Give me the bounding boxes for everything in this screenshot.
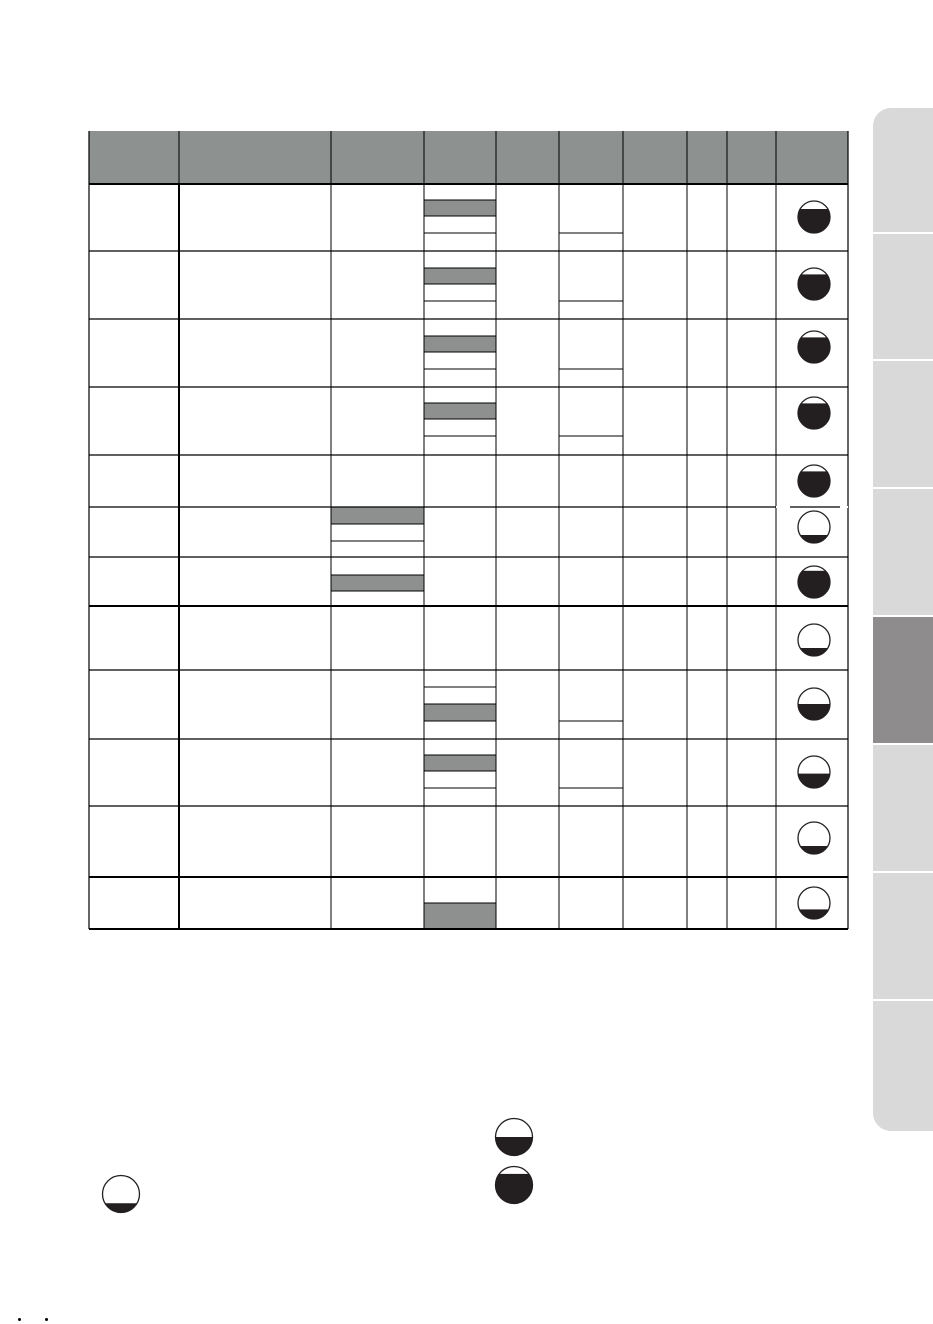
legend-quarter-circle-icon <box>101 1174 141 1214</box>
side-tab-4[interactable] <box>873 489 933 617</box>
bottom-filled-circle-icon <box>103 1176 140 1213</box>
shaded-cell <box>424 704 496 721</box>
shaded-cell <box>424 755 496 771</box>
bottom-filled-circle-icon <box>798 887 830 919</box>
side-tab-7[interactable] <box>873 873 933 1001</box>
side-tab-6[interactable] <box>873 745 933 873</box>
legend-full-circle-icon <box>494 1165 534 1205</box>
mostly-filled-circle-icon <box>798 397 830 429</box>
shaded-cell <box>424 200 496 216</box>
mostly-filled-circle-icon <box>798 566 830 598</box>
mostly-filled-circle-icon <box>798 465 830 497</box>
bottom-filled-circle-icon <box>798 822 830 854</box>
half-filled-circle-icon <box>496 1119 533 1156</box>
bottom-filled-circle-icon <box>798 511 830 543</box>
page-mark-right <box>45 1318 48 1321</box>
bottom-filled-circle-icon <box>798 624 830 656</box>
shaded-cell <box>424 336 496 352</box>
side-tab-2[interactable] <box>873 234 933 361</box>
shaded-cell <box>424 268 496 284</box>
mostly-filled-circle-icon <box>798 268 830 300</box>
legend-half-circle-icon <box>494 1117 534 1157</box>
mostly-filled-circle-icon <box>798 201 830 233</box>
mostly-filled-circle-icon <box>798 331 830 363</box>
side-tab-3[interactable] <box>873 361 933 489</box>
half-filled-circle-icon <box>798 756 830 788</box>
page-mark-left <box>18 1318 21 1321</box>
side-tab-5[interactable] <box>873 617 933 745</box>
side-tab-1[interactable] <box>873 108 933 234</box>
side-tab-8[interactable] <box>873 1001 933 1131</box>
shaded-cell <box>331 575 424 591</box>
mostly-filled-circle-icon <box>496 1167 533 1204</box>
half-filled-circle-icon <box>798 688 830 720</box>
shaded-cell <box>331 507 424 524</box>
table-header <box>89 131 848 184</box>
shaded-cell <box>424 903 496 929</box>
shaded-cell <box>424 403 496 419</box>
